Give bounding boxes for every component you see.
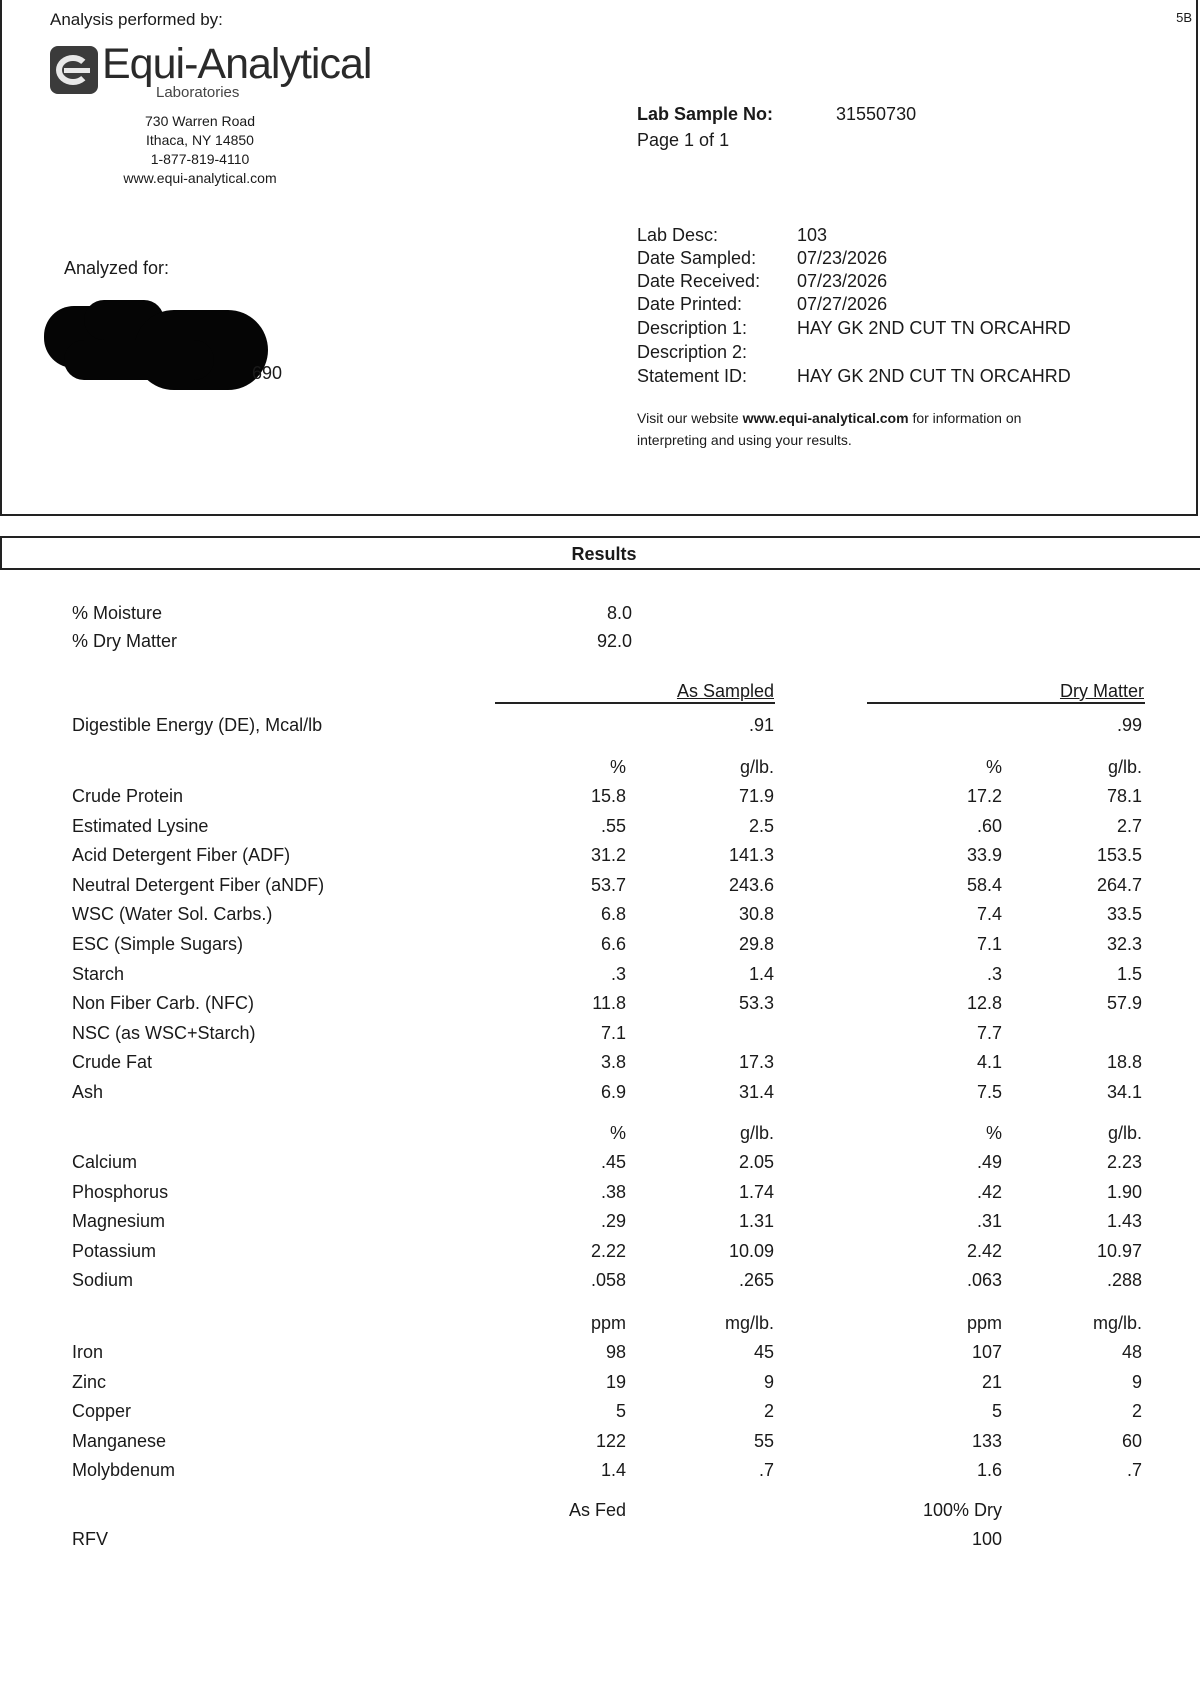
unit-header: g/lb. bbox=[1107, 757, 1142, 777]
dry-matter-heading: Dry Matter bbox=[1059, 681, 1144, 701]
result-row-label: Crude Protein bbox=[72, 786, 184, 806]
page-tag: 5B bbox=[1176, 10, 1192, 25]
performed-by-label: Analysis performed by: bbox=[50, 10, 223, 29]
result-value: 133 bbox=[971, 1430, 1002, 1451]
result-value: 17.3 bbox=[738, 1052, 774, 1073]
meta-label: Description 2: bbox=[637, 342, 748, 362]
rfv-dry-heading: 100% Dry bbox=[922, 1500, 1002, 1520]
result-row-label: Ash bbox=[72, 1082, 104, 1102]
dry-matter-rule bbox=[867, 702, 1145, 704]
unit-header: % bbox=[609, 757, 626, 777]
results-banner bbox=[0, 536, 1200, 570]
result-value: 122 bbox=[595, 1430, 626, 1451]
result-value: 2.22 bbox=[590, 1240, 626, 1261]
result-value: 7.4 bbox=[976, 904, 1002, 925]
address-line: 730 Warren Road bbox=[145, 113, 255, 129]
meta-value: 103 bbox=[797, 225, 828, 245]
result-value: 4.1 bbox=[976, 1052, 1002, 1073]
unit-header: g/lb. bbox=[739, 757, 774, 777]
dry-matter-value: 92.0 bbox=[596, 631, 632, 651]
de-as-sampled: .91 bbox=[748, 715, 774, 735]
result-row-label: Sodium bbox=[72, 1270, 134, 1291]
result-value: 21 bbox=[981, 1371, 1002, 1392]
result-value: 18.8 bbox=[1106, 1052, 1142, 1073]
result-value: .058 bbox=[590, 1270, 626, 1291]
result-value: 78.1 bbox=[1106, 786, 1142, 806]
meta-value: 07/27/2026 bbox=[797, 294, 888, 314]
unit-header: ppm bbox=[590, 1313, 626, 1333]
result-value: 1.6 bbox=[976, 1460, 1002, 1481]
result-row-label: WSC (Water Sol. Carbs.) bbox=[72, 904, 273, 925]
meta-label: Lab Desc: bbox=[637, 225, 719, 245]
result-value: .265 bbox=[738, 1270, 774, 1291]
unit-header: % bbox=[609, 1123, 626, 1143]
result-value: 57.9 bbox=[1106, 993, 1142, 1014]
equi-analytical-logo-icon bbox=[50, 46, 98, 94]
result-value: 55 bbox=[753, 1430, 774, 1451]
client-partial-text: 690 bbox=[252, 363, 283, 383]
result-value: 7.1 bbox=[600, 1022, 626, 1043]
note-text: interpreting and using your results. bbox=[637, 432, 852, 448]
result-value: 33.9 bbox=[966, 845, 1002, 866]
result-value: 1.31 bbox=[738, 1211, 774, 1232]
unit-header: g/lb. bbox=[739, 1123, 774, 1143]
result-value: 31.4 bbox=[738, 1082, 774, 1102]
result-value: .7 bbox=[758, 1460, 774, 1481]
result-value: .3 bbox=[610, 963, 626, 984]
result-value: 11.8 bbox=[592, 993, 626, 1014]
result-value: 19 bbox=[605, 1371, 626, 1392]
result-value: 2.7 bbox=[1116, 815, 1142, 836]
result-value: 2.42 bbox=[966, 1240, 1002, 1261]
result-value: 60 bbox=[1121, 1430, 1142, 1451]
result-row-label: Crude Fat bbox=[72, 1052, 153, 1073]
result-value: 7.1 bbox=[976, 934, 1002, 954]
result-value: 5 bbox=[615, 1401, 626, 1422]
as-sampled-heading: As Sampled bbox=[676, 681, 774, 701]
result-row-label: Estimated Lysine bbox=[72, 815, 209, 836]
result-value: 1.90 bbox=[1106, 1181, 1142, 1202]
meta-value: 07/23/2026 bbox=[797, 271, 888, 291]
result-row-label: Acid Detergent Fiber (ADF) bbox=[72, 845, 291, 866]
result-value: 98 bbox=[605, 1342, 626, 1362]
result-row-label: Magnesium bbox=[72, 1211, 166, 1232]
result-value: 9 bbox=[763, 1371, 774, 1392]
de-label: Digestible Energy (DE), Mcal/lb bbox=[72, 715, 323, 735]
result-value: 2 bbox=[763, 1401, 774, 1422]
page-count: Page 1 of 1 bbox=[637, 130, 730, 150]
unit-header: % bbox=[985, 757, 1002, 777]
result-row-label: Potassium bbox=[72, 1240, 157, 1261]
result-value: 34.1 bbox=[1106, 1082, 1142, 1102]
result-row-label: Manganese bbox=[72, 1430, 167, 1451]
result-row-label: Calcium bbox=[72, 1152, 138, 1172]
result-value: 1.5 bbox=[1116, 963, 1142, 984]
website-link[interactable]: www.equi-analytical.com bbox=[742, 410, 909, 426]
result-row-label: Molybdenum bbox=[72, 1460, 176, 1481]
address-line: Ithaca, NY 14850 bbox=[146, 132, 254, 148]
analyzed-for-label: Analyzed for: bbox=[64, 258, 170, 278]
result-value: 153.5 bbox=[1096, 845, 1142, 866]
result-row-label: Phosphorus bbox=[72, 1181, 169, 1202]
result-row-label: NSC (as WSC+Starch) bbox=[72, 1022, 256, 1043]
result-value: 10.09 bbox=[728, 1240, 774, 1261]
logo-name: Equi-Analytical bbox=[102, 40, 372, 88]
result-value: .7 bbox=[1126, 1460, 1142, 1481]
lab-sample-label: Lab Sample No: bbox=[637, 104, 774, 124]
result-value: 30.8 bbox=[738, 904, 774, 925]
unit-header: % bbox=[985, 1123, 1002, 1143]
moisture-value: 8.0 bbox=[606, 603, 632, 623]
result-value: 1.4 bbox=[748, 963, 774, 984]
result-value: .55 bbox=[600, 815, 626, 836]
result-value: 7.7 bbox=[976, 1022, 1002, 1043]
meta-value: HAY GK 2ND CUT TN ORCAHRD bbox=[797, 366, 1071, 386]
result-value: 107 bbox=[971, 1342, 1002, 1362]
result-value: .3 bbox=[986, 963, 1002, 984]
result-value: 53.3 bbox=[738, 993, 774, 1014]
result-value: 58.4 bbox=[966, 874, 1002, 895]
result-value: 53.7 bbox=[590, 874, 626, 895]
result-row-label: ESC (Simple Sugars) bbox=[72, 934, 244, 954]
meta-label: Date Received: bbox=[637, 271, 761, 291]
result-row-label: Neutral Detergent Fiber (aNDF) bbox=[72, 874, 325, 895]
rfv-as-fed-heading: As Fed bbox=[568, 1500, 626, 1520]
result-value: .60 bbox=[976, 815, 1002, 836]
rfv-label: RFV bbox=[72, 1529, 108, 1549]
result-value: 48 bbox=[1121, 1342, 1142, 1362]
result-value: 2.5 bbox=[748, 815, 774, 836]
logo-subtitle: Laboratories bbox=[156, 84, 240, 101]
result-value: 264.7 bbox=[1096, 874, 1142, 895]
result-value: 1.43 bbox=[1106, 1211, 1142, 1232]
result-value: 2.23 bbox=[1106, 1152, 1142, 1172]
meta-label: Statement ID: bbox=[637, 366, 748, 386]
result-value: 6.8 bbox=[600, 904, 626, 925]
meta-value: 07/23/2026 bbox=[797, 248, 888, 268]
result-value: 9 bbox=[1131, 1371, 1142, 1392]
result-value: 12.8 bbox=[966, 993, 1002, 1014]
address-line: 1-877-819-4110 bbox=[150, 151, 250, 167]
address-website: www.equi-analytical.com bbox=[123, 170, 277, 186]
result-value: .45 bbox=[600, 1152, 626, 1172]
result-value: .42 bbox=[976, 1181, 1002, 1202]
as-sampled-rule bbox=[495, 702, 775, 704]
result-row-label: Starch bbox=[72, 963, 125, 984]
result-value: 6.6 bbox=[600, 934, 626, 954]
result-value: 31.2 bbox=[590, 845, 626, 866]
result-value: 33.5 bbox=[1106, 904, 1142, 925]
result-value: .49 bbox=[976, 1152, 1002, 1172]
meta-label: Date Sampled: bbox=[637, 248, 757, 268]
result-value: 141.3 bbox=[728, 845, 774, 866]
result-value: .31 bbox=[976, 1211, 1002, 1232]
result-value: 243.6 bbox=[728, 874, 774, 895]
result-row-label: Non Fiber Carb. (NFC) bbox=[72, 993, 255, 1014]
result-value: 32.3 bbox=[1106, 934, 1142, 954]
lab-logo bbox=[50, 40, 372, 102]
unit-header: mg/lb. bbox=[724, 1313, 774, 1333]
meta-label: Date Printed: bbox=[637, 294, 743, 314]
result-value: 3.8 bbox=[600, 1052, 626, 1073]
result-value: 29.8 bbox=[738, 934, 774, 954]
result-row-label: Copper bbox=[72, 1401, 132, 1422]
website-note bbox=[637, 407, 1021, 451]
result-value: 15.8 bbox=[590, 786, 626, 806]
result-value: 1.74 bbox=[738, 1181, 774, 1202]
unit-header: ppm bbox=[966, 1313, 1002, 1333]
result-value: 2 bbox=[1131, 1401, 1142, 1422]
result-value: .063 bbox=[966, 1270, 1002, 1291]
dry-matter-label: % Dry Matter bbox=[72, 631, 178, 651]
unit-header: g/lb. bbox=[1107, 1123, 1142, 1143]
note-text: Visit our website bbox=[637, 410, 743, 426]
result-value: 7.5 bbox=[976, 1082, 1002, 1102]
result-value: 71.9 bbox=[738, 786, 774, 806]
result-value: 2.05 bbox=[738, 1152, 774, 1172]
result-value: .29 bbox=[600, 1211, 626, 1232]
result-value: .38 bbox=[600, 1181, 626, 1202]
rfv-value: 100 bbox=[971, 1529, 1002, 1549]
redaction-mark bbox=[44, 300, 268, 390]
result-value: 5 bbox=[991, 1401, 1002, 1422]
meta-value: HAY GK 2ND CUT TN ORCAHRD bbox=[797, 318, 1071, 338]
result-value: 6.9 bbox=[600, 1082, 626, 1102]
note-text: for information on bbox=[908, 410, 1022, 426]
result-value: 1.4 bbox=[600, 1460, 626, 1481]
result-row-label: Iron bbox=[72, 1342, 104, 1362]
lab-sample-value: 31550730 bbox=[836, 104, 917, 124]
lab-address bbox=[100, 112, 300, 188]
result-row-label: Zinc bbox=[72, 1371, 107, 1392]
results-title: Results bbox=[571, 544, 637, 564]
result-value: 45 bbox=[753, 1342, 774, 1362]
meta-label: Description 1: bbox=[637, 318, 748, 338]
result-value: 10.97 bbox=[1096, 1240, 1142, 1261]
moisture-label: % Moisture bbox=[72, 603, 163, 623]
de-dry: .99 bbox=[1116, 715, 1142, 735]
result-value: .288 bbox=[1106, 1270, 1142, 1291]
result-value: 17.2 bbox=[966, 786, 1002, 806]
unit-header: mg/lb. bbox=[1092, 1313, 1142, 1333]
